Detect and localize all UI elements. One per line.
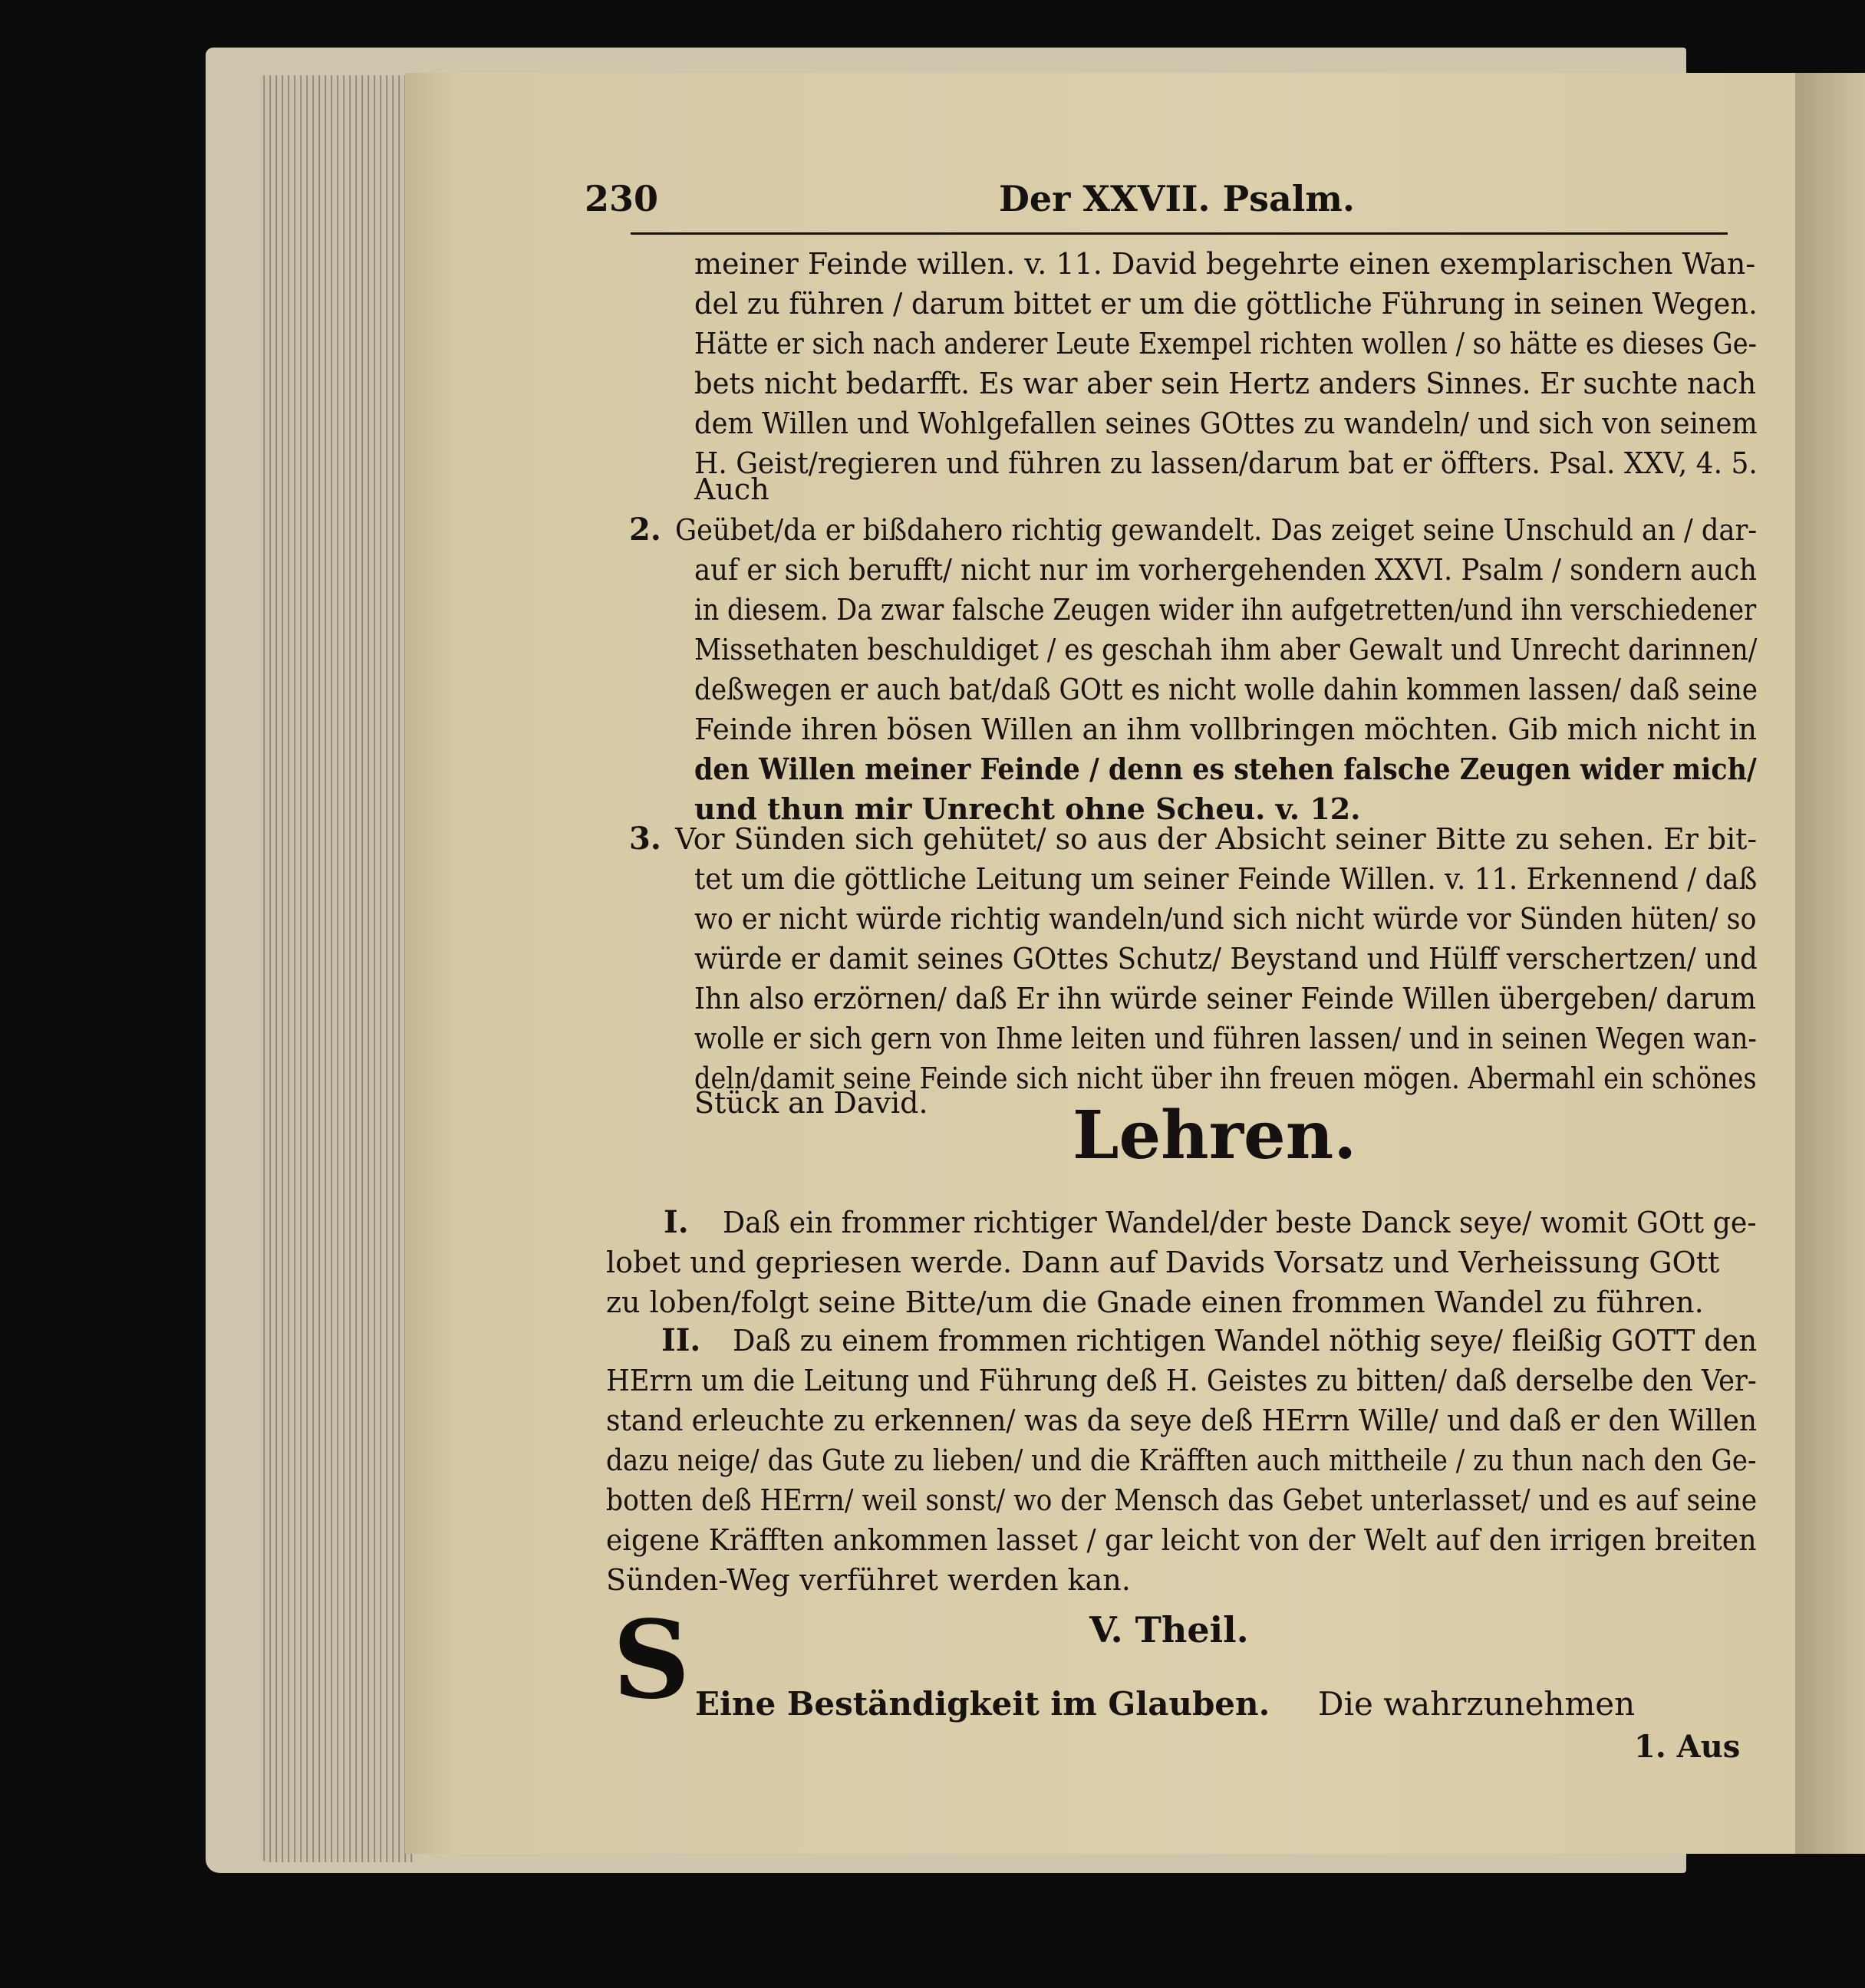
text-line: tet um die göttliche Leitung um seiner Feinde Willen. v. 11. Erkennend / daß [694,862,1758,896]
text-line: dazu neige/ das Gute zu lieben/ und die Kräfften auch mittheile / zu thun nach den Ge- [606,1443,1757,1477]
text-line: und thun mir Unrecht ohne Scheu. v. 12. [694,792,1361,826]
text-line: Daß zu einem frommen richtigen Wandel nöthig seye/ fleißig GOTT den [733,1324,1758,1358]
text-line: Geübet/da er bißdahero richtig gewandelt. Das zeiget seine Unschuld an / dar- [675,513,1758,547]
final-line-bold: Eine Beständigkeit im Glauben. [695,1685,1270,1723]
text-line: Hätte er sich nach anderer Leute Exempel richten wollen / so hätte es dieses Ge- [694,327,1757,360]
text-line: auf er sich berufft/ nicht nur im vorhergehenden XXVI. Psalm / sondern auch [694,553,1757,587]
text-line: deßwegen er auch bat/daß GOtt es nicht wolle dahin kommen lassen/ daß seine [694,673,1758,706]
page-edges [259,75,413,1862]
text-line: Auch [694,472,769,506]
text-line: Daß ein frommer richtiger Wandel/der beste Danck seye/ womit GOtt ge- [723,1206,1757,1239]
page-number: 230 [585,178,659,219]
part-heading: V. Theil. [1089,1609,1249,1651]
text-line: zu loben/folgt seine Bitte/um die Gnade einen frommen Wandel zu führen. [606,1285,1704,1319]
text-line: HErrn um die Leitung und Führung deß H. Geistes zu bitten/ daß derselbe den Ver- [606,1364,1757,1397]
lehre-number: I. [664,1204,689,1240]
point-number: 3. [629,821,661,857]
text-line: den Willen meiner Feinde / denn es stehen falsche Zeugen wider mich/ [694,752,1757,786]
text-line: in diesem. Da zwar falsche Zeugen wider ihn aufgetretten/und ihn verschiedener [694,593,1757,627]
text-line: wolle er sich gern von Ihme leiten und führen lassen/ und in seinen Wegen wan- [694,1022,1757,1055]
text-line: del zu führen / darum bittet er um die göttliche Führung in seinen Wegen. [694,287,1758,321]
text-line: Vor Sünden sich gehütet/ so aus der Absicht seiner Bitte zu sehen. Er bit- [675,822,1758,856]
header-rule [631,232,1728,235]
text-line: Ihn also erzörnen/ daß Er ihn würde seiner Feinde Willen übergeben/ darum [694,982,1756,1015]
text-line: meiner Feinde willen. v. 11. David begehrte einen exemplarischen Wan- [694,247,1756,281]
lehre-number: II. [661,1322,701,1358]
text-line: würde er damit seines GOttes Schutz/ Beystand und Hülff verschertzen/ und [694,942,1758,976]
point-number: 2. [629,512,661,548]
text-line: dem Willen und Wohlgefallen seines GOttes zu wandeln/ und sich von seinem [694,406,1758,440]
text-line: lobet und gepriesen werde. Dann auf Davids Vorsatz und Verheissung GOtt [606,1246,1720,1279]
running-head: Der XXVII. Psalm. [999,178,1355,219]
text-line: Missethaten beschuldiget / es geschah ihm aber Gewalt und Unrecht darinnen/ [694,633,1758,667]
section-heading: Lehren. [1073,1097,1357,1174]
final-line [695,1681,1635,1727]
text-line: Stück an David. [694,1086,928,1120]
text-line: stand erleuchte zu erkennen/ was da seye deß HErrn Wille/ und daß er den Willen [606,1404,1758,1437]
text-line: eigene Kräfften ankommen lasset / gar leicht von der Welt auf den irrigen breiten [606,1523,1757,1557]
final-line-rest: Die wahrzunehmen [1317,1685,1636,1723]
text-line: Feinde ihren bösen Willen an ihm vollbringen möchten. Gib mich nicht in [694,713,1757,746]
text-line: bets nicht bedarfft. Es war aber sein Hertz anders Sinnes. Er suchte nach [694,367,1757,400]
text-line: deln/damit seine Feinde sich nicht über ihn freuen mögen. Abermahl ein schönes [694,1061,1757,1095]
drop-initial: S [612,1598,690,1723]
text-line: H. Geist/regieren und führen zu lassen/darum bat er öffters. Psal. XXV, 4. 5. [694,446,1758,480]
facing-page-edge [1795,73,1865,1854]
text-line: Sünden-Weg verführet werden kan. [606,1563,1131,1597]
text-line: botten deß HErrn/ weil sonst/ wo der Mensch das Gebet unterlasset/ und es auf seine [606,1483,1758,1517]
text-line: wo er nicht würde richtig wandeln/und sich nicht würde vor Sünden hüten/ so [694,902,1757,936]
catchword: 1. Aus [1634,1729,1741,1765]
